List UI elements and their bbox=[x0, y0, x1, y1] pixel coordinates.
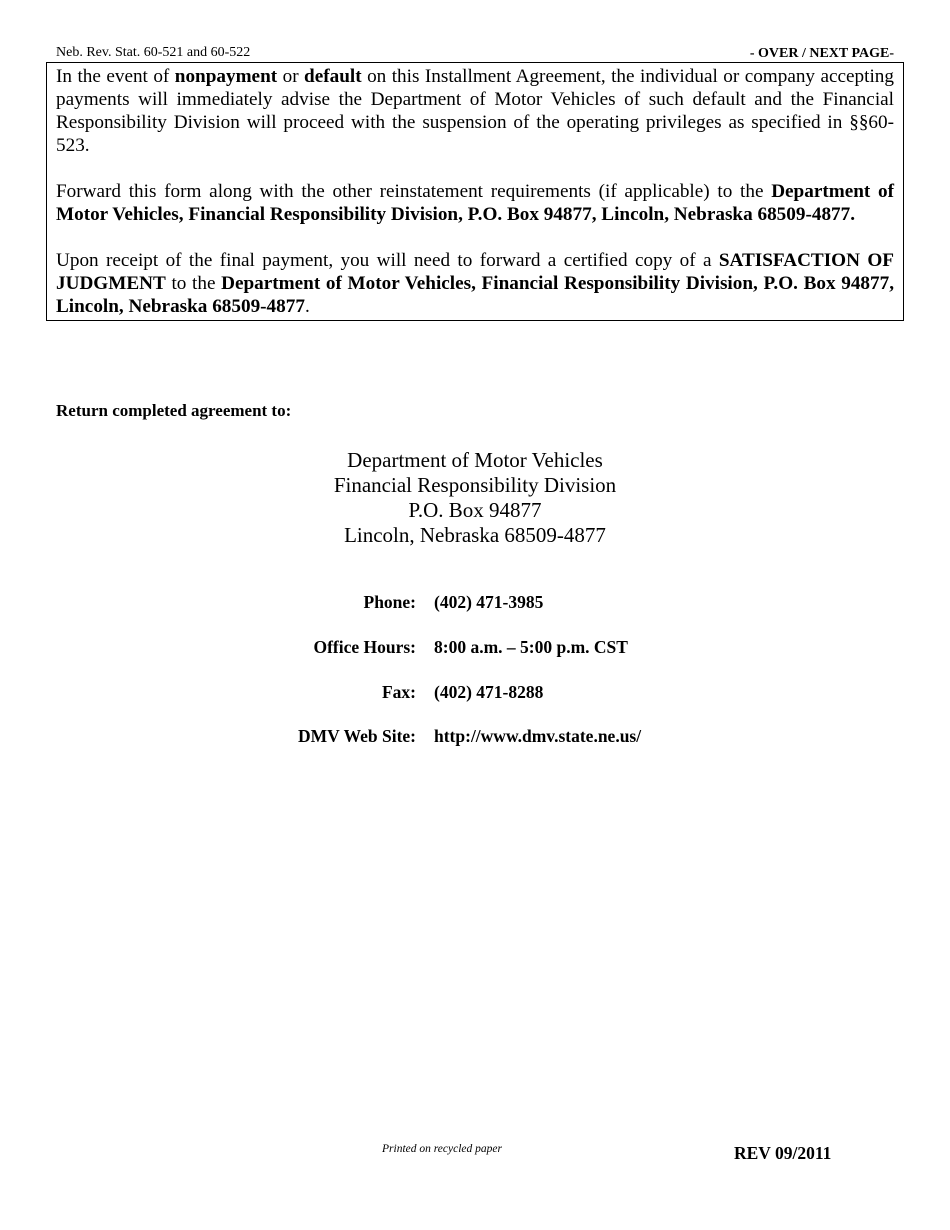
address-line-1: Department of Motor Vehicles bbox=[347, 448, 603, 472]
recycled-paper-note: Printed on recycled paper bbox=[382, 1143, 502, 1155]
fax-value: (402) 471-8288 bbox=[434, 682, 544, 702]
fax-label: Fax: bbox=[381, 682, 416, 702]
revision-date: REV 09/2011 bbox=[734, 1143, 832, 1163]
phone-label: Phone: bbox=[363, 592, 416, 612]
return-agreement-label: Return completed agreement to: bbox=[56, 401, 292, 420]
mailing-address bbox=[0, 448, 950, 548]
address-line-3: P.O. Box 94877 bbox=[408, 498, 542, 522]
address-line-4: Lincoln, Nebraska 68509-4877 bbox=[344, 523, 606, 547]
default-notice-box bbox=[46, 62, 904, 321]
final-payment-paragraph: Upon receipt of the final payment, you will need to forward a certified copy of a SATISFACTION OF JUDGMENT to the Department of Motor Vehicles, Financial Responsibility Division, P.O. Box 94877, Lincoln, Nebraska 68509-4877. bbox=[56, 250, 894, 317]
office-hours-label: Office Hours: bbox=[313, 637, 416, 657]
forward-form-paragraph: Forward this form along with the other reinstatement requirements (if applicable) to the Department of Motor Vehicles, Financial Responsibility Division, P.O. Box 94877, Lincoln, Nebraska 68509-4877. bbox=[56, 181, 894, 225]
address-line-2: Financial Responsibility Division bbox=[333, 473, 617, 497]
phone-value: (402) 471-3985 bbox=[434, 592, 544, 612]
website-link[interactable]: http://www.dmv.state.ne.us/ bbox=[434, 726, 642, 746]
statute-reference: Neb. Rev. Stat. 60-521 and 60-522 bbox=[56, 45, 251, 60]
nonpayment-paragraph: In the event of nonpayment or default on this Installment Agreement, the individual or company accepting payments will immediately advise the Department of Motor Vehicles of such default and the Financial Responsibility Division will proceed with the suspension of the operating privileges as specified in §§60-523. bbox=[56, 66, 894, 156]
next-page-notice: - OVER / NEXT PAGE- bbox=[749, 46, 894, 61]
office-hours-value: 8:00 a.m. – 5:00 p.m. CST bbox=[434, 637, 628, 657]
website-label: DMV Web Site: bbox=[298, 726, 416, 746]
